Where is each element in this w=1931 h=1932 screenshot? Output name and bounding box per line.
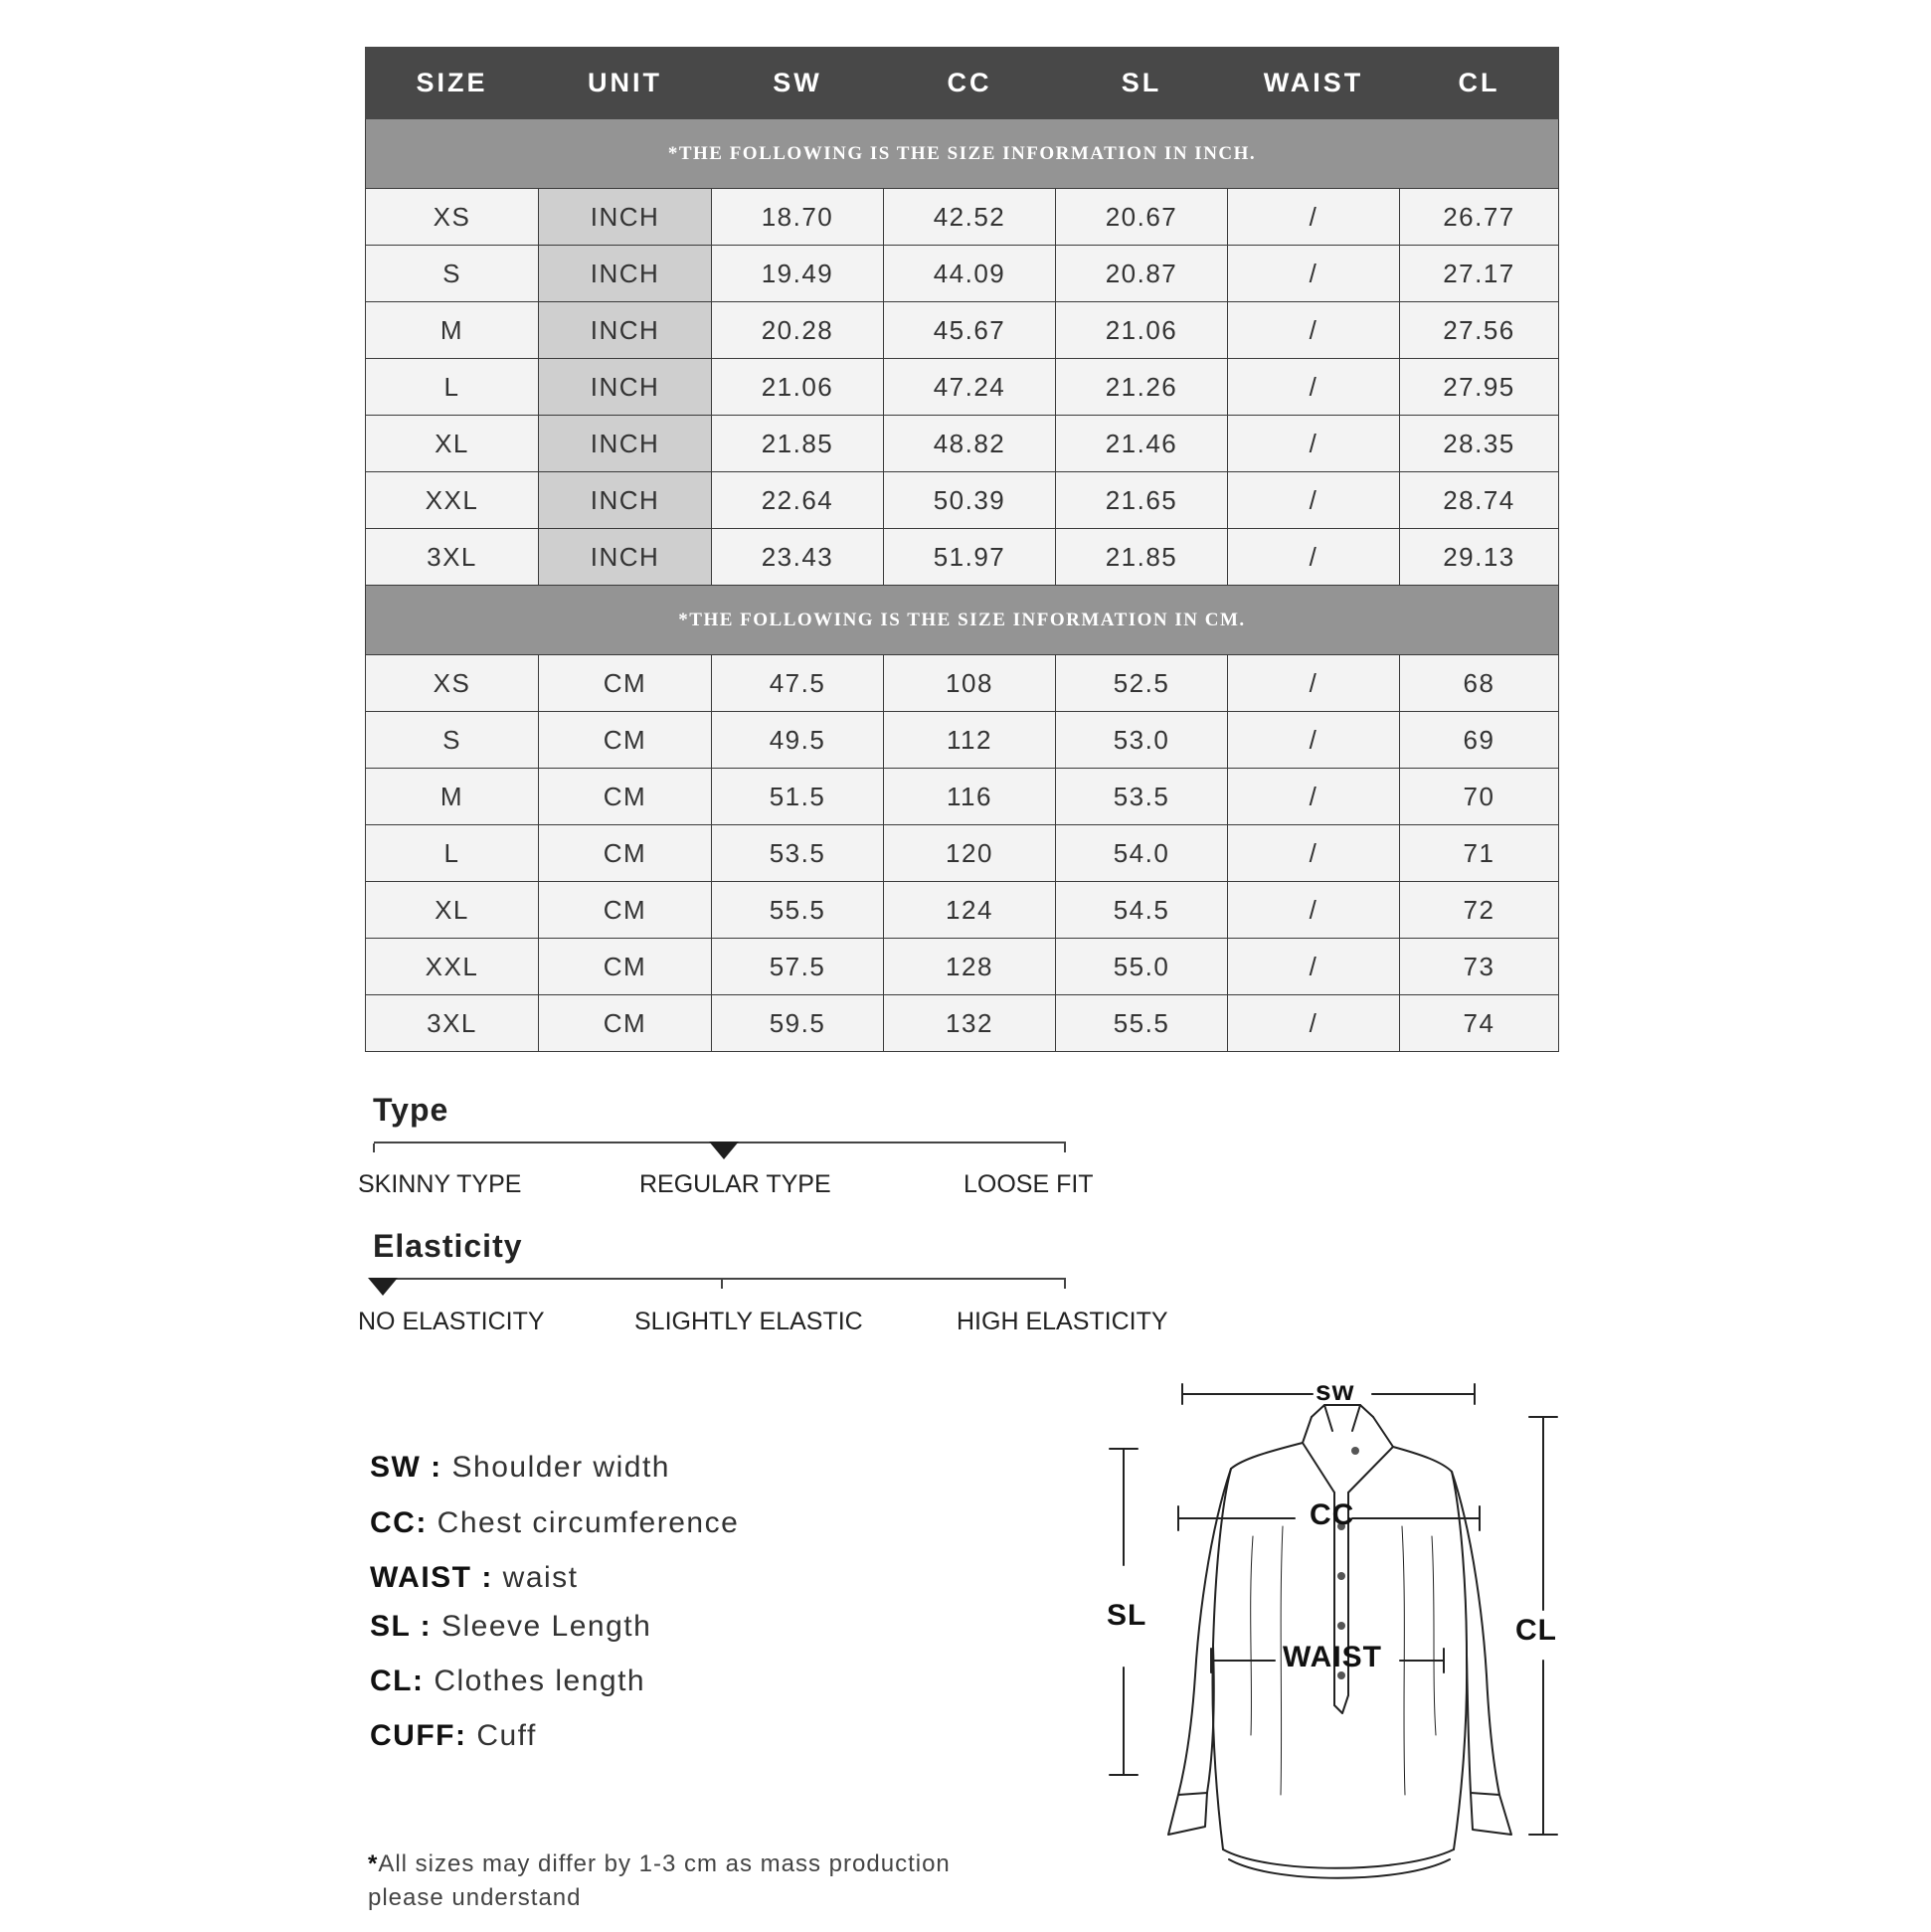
table-cell: 74 xyxy=(1400,995,1559,1052)
sw-dimension-label: sw xyxy=(1316,1375,1355,1406)
table-cell: 108 xyxy=(884,655,1056,712)
size-chart-table xyxy=(365,47,1559,1052)
note-star: * xyxy=(368,1850,379,1877)
type-scale-tick-start xyxy=(373,1143,375,1152)
size-disclaimer-note xyxy=(368,1847,951,1915)
inch-section-row xyxy=(366,119,1559,189)
table-cell: INCH xyxy=(539,359,712,416)
table-row xyxy=(366,769,1559,825)
table-cell: / xyxy=(1228,825,1400,882)
table-cell: M xyxy=(366,769,539,825)
table-cell: / xyxy=(1228,939,1400,995)
table-row xyxy=(366,712,1559,769)
table-cell: 45.67 xyxy=(884,302,1056,359)
table-cell: 71 xyxy=(1400,825,1559,882)
elasticity-scale-tick-end xyxy=(1064,1280,1066,1289)
table-cell: 20.87 xyxy=(1056,246,1228,302)
table-row xyxy=(366,882,1559,939)
table-cell: 47.5 xyxy=(712,655,884,712)
table-cell: 21.26 xyxy=(1056,359,1228,416)
table-cell: XXL xyxy=(366,939,539,995)
table-cell: 116 xyxy=(884,769,1056,825)
legend-abbr: SL : xyxy=(370,1610,433,1643)
table-cell: / xyxy=(1228,416,1400,472)
table-cell: 132 xyxy=(884,995,1056,1052)
table-cell: XS xyxy=(366,655,539,712)
sl-dimension-label: SL xyxy=(1107,1599,1147,1632)
legend-text: waist xyxy=(502,1561,579,1594)
table-cell: / xyxy=(1228,529,1400,586)
header-sl: SL xyxy=(1056,48,1228,119)
table-cell: INCH xyxy=(539,472,712,529)
table-cell: 47.24 xyxy=(884,359,1056,416)
cl-dimension-label: CL xyxy=(1515,1614,1557,1647)
table-row xyxy=(366,825,1559,882)
table-cell: 55.0 xyxy=(1056,939,1228,995)
header-cc: CC xyxy=(884,48,1056,119)
table-cell: 21.06 xyxy=(1056,302,1228,359)
header-unit: UNIT xyxy=(539,48,712,119)
table-cell: XS xyxy=(366,189,539,246)
type-label-regular: REGULAR TYPE xyxy=(639,1170,831,1198)
table-cell: 55.5 xyxy=(712,882,884,939)
table-cell: / xyxy=(1228,769,1400,825)
table-cell: / xyxy=(1228,655,1400,712)
table-cell: 42.52 xyxy=(884,189,1056,246)
legend-abbr: SW : xyxy=(370,1451,442,1484)
table-body xyxy=(366,119,1559,1052)
table-cell: 20.67 xyxy=(1056,189,1228,246)
table-cell: S xyxy=(366,246,539,302)
table-cell: 128 xyxy=(884,939,1056,995)
table-cell: 48.82 xyxy=(884,416,1056,472)
table-cell: INCH xyxy=(539,246,712,302)
inch-section-note: *THE FOLLOWING IS THE SIZE INFORMATION IN INCH. xyxy=(366,119,1559,189)
table-cell: 21.85 xyxy=(1056,529,1228,586)
table-cell: M xyxy=(366,302,539,359)
legend-item-cl xyxy=(370,1665,645,1698)
table-cell: CM xyxy=(539,939,712,995)
table-cell: 21.06 xyxy=(712,359,884,416)
header-cl: CL xyxy=(1400,48,1559,119)
header-sw: SW xyxy=(712,48,884,119)
table-row xyxy=(366,246,1559,302)
table-cell: 18.70 xyxy=(712,189,884,246)
table-cell: 120 xyxy=(884,825,1056,882)
type-scale-tick-end xyxy=(1064,1143,1066,1152)
table-cell: 68 xyxy=(1400,655,1559,712)
elasticity-label-none: NO ELASTICITY xyxy=(358,1308,545,1335)
legend-text: Shoulder width xyxy=(451,1451,670,1484)
table-cell: 51.5 xyxy=(712,769,884,825)
legend-abbr: CUFF: xyxy=(370,1719,467,1752)
type-scale-title: Type xyxy=(373,1092,449,1128)
table-cell: CM xyxy=(539,655,712,712)
table-cell: 29.13 xyxy=(1400,529,1559,586)
table-cell: 49.5 xyxy=(712,712,884,769)
table-cell: 21.65 xyxy=(1056,472,1228,529)
table-cell: CM xyxy=(539,769,712,825)
legend-text: Sleeve Length xyxy=(440,1610,652,1643)
table-row xyxy=(366,472,1559,529)
table-cell: 70 xyxy=(1400,769,1559,825)
table-cell: / xyxy=(1228,882,1400,939)
table-cell: 44.09 xyxy=(884,246,1056,302)
table-cell: 26.77 xyxy=(1400,189,1559,246)
table-cell: INCH xyxy=(539,529,712,586)
table-cell: 23.43 xyxy=(712,529,884,586)
legend-item-cuff xyxy=(370,1719,537,1753)
table-cell: / xyxy=(1228,712,1400,769)
legend-text: Clothes length xyxy=(434,1665,646,1697)
table-cell: 20.28 xyxy=(712,302,884,359)
table-cell: 73 xyxy=(1400,939,1559,995)
table-row xyxy=(366,359,1559,416)
elasticity-scale-tick-mid xyxy=(721,1280,723,1289)
table-cell: / xyxy=(1228,472,1400,529)
table-cell: 53.0 xyxy=(1056,712,1228,769)
legend-item-waist xyxy=(370,1561,579,1595)
table-cell: 54.5 xyxy=(1056,882,1228,939)
elasticity-scale-marker xyxy=(368,1278,398,1296)
table-cell: CM xyxy=(539,882,712,939)
legend-text: Cuff xyxy=(476,1719,537,1752)
cc-dimension-label: CC xyxy=(1310,1498,1355,1531)
table-cell: CM xyxy=(539,995,712,1052)
table-cell: 3XL xyxy=(366,529,539,586)
table-row xyxy=(366,189,1559,246)
legend-abbr: CL: xyxy=(370,1665,425,1697)
legend-text: Chest circumference xyxy=(437,1506,740,1539)
cm-section-note: *THE FOLLOWING IS THE SIZE INFORMATION IN CM. xyxy=(366,586,1559,655)
table-cell: 19.49 xyxy=(712,246,884,302)
table-cell: INCH xyxy=(539,302,712,359)
elasticity-scale-line xyxy=(374,1278,1066,1280)
table-row xyxy=(366,939,1559,995)
cm-section-row xyxy=(366,586,1559,655)
table-cell: S xyxy=(366,712,539,769)
elasticity-label-slight: SLIGHTLY ELASTIC xyxy=(634,1308,863,1335)
table-row xyxy=(366,995,1559,1052)
type-label-loose: LOOSE FIT xyxy=(964,1170,1094,1198)
table-cell: 57.5 xyxy=(712,939,884,995)
header-size: SIZE xyxy=(366,48,539,119)
table-cell: 53.5 xyxy=(712,825,884,882)
table-cell: 52.5 xyxy=(1056,655,1228,712)
table-cell: 112 xyxy=(884,712,1056,769)
elasticity-scale-title: Elasticity xyxy=(373,1228,523,1264)
table-cell: 27.17 xyxy=(1400,246,1559,302)
table-cell: 3XL xyxy=(366,995,539,1052)
table-header-row xyxy=(366,48,1559,119)
table-cell: 28.35 xyxy=(1400,416,1559,472)
table-cell: 59.5 xyxy=(712,995,884,1052)
table-row xyxy=(366,529,1559,586)
table-cell: L xyxy=(366,359,539,416)
table-cell: / xyxy=(1228,302,1400,359)
legend-abbr: CC: xyxy=(370,1506,428,1539)
table-cell: / xyxy=(1228,995,1400,1052)
table-cell: / xyxy=(1228,189,1400,246)
measurement-diagram xyxy=(1104,1377,1561,1929)
table-cell: XXL xyxy=(366,472,539,529)
type-scale-marker xyxy=(709,1142,739,1159)
table-row xyxy=(366,302,1559,359)
legend-item-sw xyxy=(370,1451,670,1485)
table-cell: 54.0 xyxy=(1056,825,1228,882)
table-cell: CM xyxy=(539,712,712,769)
table-cell: 21.85 xyxy=(712,416,884,472)
note-line2: please understand xyxy=(368,1884,582,1911)
table-cell: 22.64 xyxy=(712,472,884,529)
table-cell: 69 xyxy=(1400,712,1559,769)
legend-item-cc xyxy=(370,1506,739,1540)
table-cell: L xyxy=(366,825,539,882)
legend-item-sl xyxy=(370,1610,651,1644)
type-label-skinny: SKINNY TYPE xyxy=(358,1170,522,1198)
table-cell: INCH xyxy=(539,189,712,246)
table-cell: 51.97 xyxy=(884,529,1056,586)
note-line1: All sizes may differ by 1-3 cm as mass production xyxy=(378,1850,951,1877)
waist-dimension-label: WAIST xyxy=(1283,1641,1382,1673)
table-cell: / xyxy=(1228,359,1400,416)
table-cell: XL xyxy=(366,416,539,472)
table-cell: 55.5 xyxy=(1056,995,1228,1052)
table-cell: 124 xyxy=(884,882,1056,939)
table-row xyxy=(366,655,1559,712)
table-row xyxy=(366,416,1559,472)
header-waist: WAIST xyxy=(1228,48,1400,119)
table-cell: XL xyxy=(366,882,539,939)
legend-abbr: WAIST : xyxy=(370,1561,493,1594)
table-cell: 21.46 xyxy=(1056,416,1228,472)
table-cell: 72 xyxy=(1400,882,1559,939)
table-cell: INCH xyxy=(539,416,712,472)
elasticity-label-high: HIGH ELASTICITY xyxy=(957,1308,1168,1335)
table-cell: / xyxy=(1228,246,1400,302)
table-cell: CM xyxy=(539,825,712,882)
table-cell: 27.56 xyxy=(1400,302,1559,359)
table-cell: 50.39 xyxy=(884,472,1056,529)
table-cell: 27.95 xyxy=(1400,359,1559,416)
table-cell: 28.74 xyxy=(1400,472,1559,529)
table-cell: 53.5 xyxy=(1056,769,1228,825)
